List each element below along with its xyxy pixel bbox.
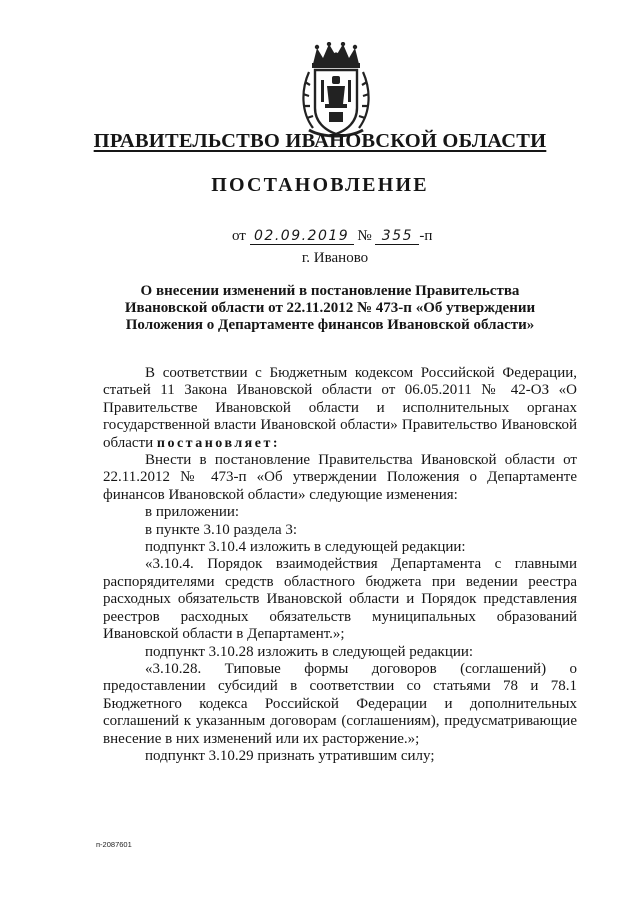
document-subject: О внесении изменений в постановление Правительства Ивановской области от 22.11.2012 № 473-п «Об утверждении Положения о Департаменте финансов Ивановской области» bbox=[124, 283, 536, 333]
amend-paragraph: Внести в постановление Правительства Ивановской области от 22.11.2012 № 473-п «Об утверждении Положения о Департаменте финансов Ивановской области» следующие изменения: bbox=[103, 452, 577, 503]
quote-3-10-28: «3.10.28. Типовые формы договоров (соглашений) о предоставлении субсидий в соответствии со статьями 78 и 78.1 Бюджетного кодекса Российской Федерации и дополнительных соглашений к указанным договорам (соглашениям), предусматривающие внесение в них изменений или их расторжение.»; bbox=[103, 660, 577, 747]
subpoint-3-line: подпункт 3.10.29 признать утратившим силу; bbox=[145, 747, 435, 764]
city: г. Иваново bbox=[301, 250, 369, 266]
coat-of-arms-icon bbox=[299, 42, 373, 140]
handwritten-number: 355 bbox=[375, 229, 419, 245]
government-title: ПРАВИТЕЛЬСТВО ИВАНОВСКОЙ ОБЛАСТИ bbox=[93, 130, 547, 152]
preamble-paragraph bbox=[103, 365, 577, 452]
date-number-line bbox=[232, 228, 432, 245]
date-prefix: от bbox=[232, 228, 246, 244]
quote-3-10-4: «3.10.4. Порядок взаимодействия Департамента с главными распорядителями средств областного бюджета при ведении реестра расходных обязательств Ивановской области и Порядок представления реестров расходных обязательств муниципальных образований Ивановской области в Департамент.»; bbox=[103, 556, 577, 643]
number-prefix: № bbox=[357, 228, 372, 244]
number-suffix: -п bbox=[419, 228, 433, 244]
subpoint-2-line: подпункт 3.10.28 изложить в следующей редакции: bbox=[145, 643, 474, 660]
point-line: в пункте 3.10 раздела 3: bbox=[145, 521, 298, 538]
document-code: п-2087601 bbox=[96, 840, 132, 849]
appendix-line: в приложении: bbox=[145, 504, 240, 521]
document-body bbox=[103, 365, 577, 765]
subpoint-1-line: подпункт 3.10.4 изложить в следующей редакции: bbox=[145, 539, 466, 556]
document-type: ПОСТАНОВЛЕНИЕ bbox=[211, 174, 429, 196]
decree-verb: постановляет: bbox=[156, 435, 281, 451]
handwritten-date: 02.09.2019 bbox=[250, 229, 354, 245]
preamble-text: В соответствии с Бюджетным кодексом Российской Федерации, статьей 11 Закона Ивановской области от 06.05.2011 № 42-ОЗ «О Правительстве Ивановской области и исполнительных органах государственной власти Ивановской области» Правительство Ивановской области bbox=[103, 365, 577, 451]
